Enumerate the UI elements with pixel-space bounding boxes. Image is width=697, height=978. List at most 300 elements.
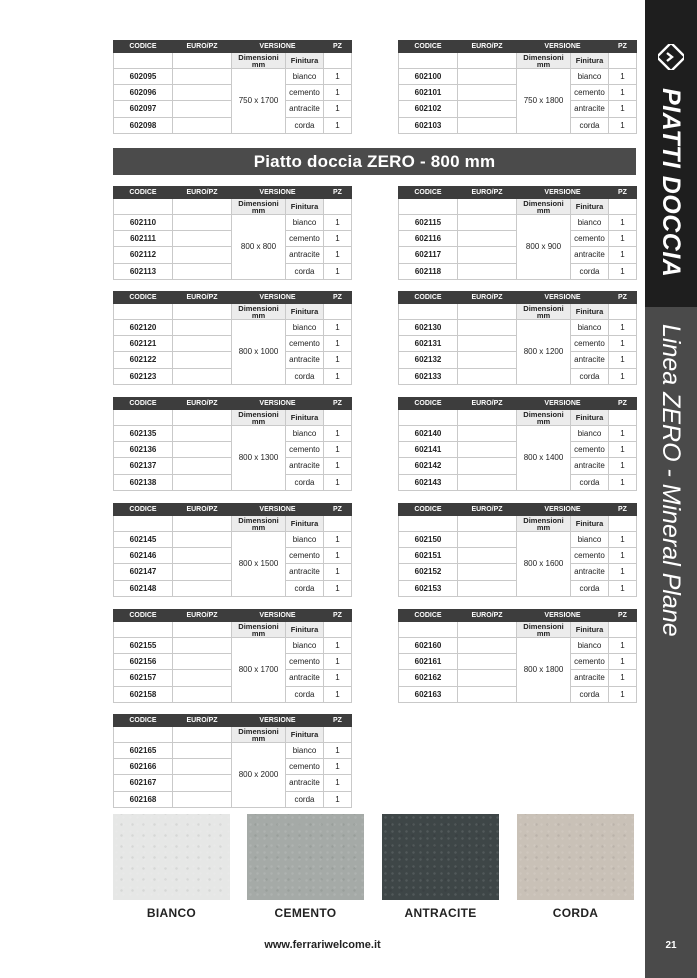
- price-cell: [458, 117, 517, 133]
- price-cell: [458, 532, 517, 548]
- table-row: [114, 69, 352, 85]
- product-code: 602145: [114, 532, 173, 548]
- product-code: 602100: [399, 69, 458, 85]
- subheader-blank: [609, 304, 637, 320]
- header-version: VERSIONE: [517, 398, 609, 410]
- qty-cell: 1: [324, 638, 352, 654]
- price-cell: [458, 320, 517, 336]
- sidebar-subtitle: Linea ZERO - Mineral Plane: [657, 324, 685, 637]
- finish-cell: cemento: [571, 442, 609, 458]
- header-qty: PZ: [609, 41, 637, 53]
- qty-cell: 1: [324, 654, 352, 670]
- header-version: VERSIONE: [232, 715, 324, 727]
- price-cell: [173, 775, 232, 791]
- finish-cell: corda: [571, 474, 609, 490]
- price-cell: [173, 85, 232, 101]
- swatch-label: ANTRACITE: [404, 906, 477, 920]
- header-version: VERSIONE: [517, 41, 609, 53]
- product-table: [398, 186, 637, 280]
- finish-cell: bianco: [571, 215, 609, 231]
- price-cell: [458, 442, 517, 458]
- product-code: 602120: [114, 320, 173, 336]
- qty-cell: 1: [324, 426, 352, 442]
- table-subheader-row: [399, 622, 637, 638]
- subheader-blank: [173, 304, 232, 320]
- finish-cell: antracite: [571, 670, 609, 686]
- finish-cell: corda: [286, 474, 324, 490]
- finish-cell: cemento: [571, 231, 609, 247]
- subheader-blank: [173, 410, 232, 426]
- subheader-finish: Finitura: [286, 727, 324, 743]
- product-code: 602165: [114, 743, 173, 759]
- header-version: VERSIONE: [232, 504, 324, 516]
- table-row: [114, 743, 352, 759]
- finish-cell: cemento: [571, 85, 609, 101]
- product-code: 602132: [399, 352, 458, 368]
- table-header-row: [114, 187, 352, 199]
- finish-cell: bianco: [571, 532, 609, 548]
- price-cell: [458, 638, 517, 654]
- table-row: [114, 320, 352, 336]
- product-code: 602123: [114, 368, 173, 384]
- finish-cell: corda: [571, 263, 609, 279]
- subheader-blank: [399, 53, 458, 69]
- subheader-dimensions: Dimensioni mm: [232, 727, 286, 743]
- price-cell: [173, 458, 232, 474]
- finish-cell: antracite: [286, 352, 324, 368]
- price-cell: [173, 791, 232, 807]
- qty-cell: 1: [324, 336, 352, 352]
- dimension-cell: 800 x 1500: [232, 532, 286, 597]
- finish-cell: antracite: [286, 564, 324, 580]
- subheader-blank: [609, 410, 637, 426]
- swatch-bianco: [113, 814, 230, 900]
- finish-cell: bianco: [286, 320, 324, 336]
- subheader-finish: Finitura: [571, 304, 609, 320]
- finish-cell: bianco: [571, 638, 609, 654]
- header-code: CODICE: [114, 398, 173, 410]
- table-header-row: [399, 41, 637, 53]
- product-code: 602115: [399, 215, 458, 231]
- product-code: 602135: [114, 426, 173, 442]
- price-cell: [173, 548, 232, 564]
- qty-cell: 1: [609, 580, 637, 596]
- price-cell: [173, 474, 232, 490]
- subheader-blank: [324, 727, 352, 743]
- subheader-blank: [114, 53, 173, 69]
- header-price: EURO/PZ: [173, 398, 232, 410]
- product-code: 602147: [114, 564, 173, 580]
- qty-cell: 1: [324, 368, 352, 384]
- subheader-blank: [324, 622, 352, 638]
- header-code: CODICE: [114, 292, 173, 304]
- qty-cell: 1: [609, 532, 637, 548]
- price-cell: [173, 215, 232, 231]
- qty-cell: 1: [324, 458, 352, 474]
- product-code: 602137: [114, 458, 173, 474]
- header-qty: PZ: [324, 398, 352, 410]
- subheader-blank: [399, 199, 458, 215]
- qty-cell: 1: [324, 101, 352, 117]
- price-cell: [173, 759, 232, 775]
- price-cell: [458, 69, 517, 85]
- dimension-cell: 800 x 1800: [517, 638, 571, 703]
- subheader-blank: [173, 199, 232, 215]
- product-code: 602153: [399, 580, 458, 596]
- finish-cell: cemento: [286, 85, 324, 101]
- qty-cell: 1: [324, 743, 352, 759]
- subheader-blank: [458, 622, 517, 638]
- table-subheader-row: [114, 199, 352, 215]
- subheader-blank: [173, 516, 232, 532]
- qty-cell: 1: [324, 85, 352, 101]
- subheader-finish: Finitura: [286, 304, 324, 320]
- table-row: [399, 532, 637, 548]
- qty-cell: 1: [324, 117, 352, 133]
- finish-cell: bianco: [286, 532, 324, 548]
- header-price: EURO/PZ: [458, 292, 517, 304]
- product-table: [113, 186, 352, 280]
- finish-cell: corda: [286, 368, 324, 384]
- price-cell: [173, 320, 232, 336]
- qty-cell: 1: [324, 548, 352, 564]
- product-table: [398, 40, 637, 134]
- header-price: EURO/PZ: [173, 504, 232, 516]
- price-cell: [173, 336, 232, 352]
- subheader-blank: [399, 410, 458, 426]
- product-code: 602166: [114, 759, 173, 775]
- price-cell: [458, 458, 517, 474]
- table-row: [114, 638, 352, 654]
- price-cell: [173, 564, 232, 580]
- qty-cell: 1: [324, 759, 352, 775]
- qty-cell: 1: [609, 368, 637, 384]
- dimension-cell: 800 x 1600: [517, 532, 571, 597]
- product-code: 602122: [114, 352, 173, 368]
- price-cell: [173, 532, 232, 548]
- price-cell: [458, 215, 517, 231]
- subheader-blank: [399, 622, 458, 638]
- qty-cell: 1: [609, 686, 637, 702]
- price-cell: [173, 263, 232, 279]
- qty-cell: 1: [609, 215, 637, 231]
- product-code: 602167: [114, 775, 173, 791]
- product-table: [113, 397, 352, 491]
- price-cell: [173, 686, 232, 702]
- subheader-dimensions: Dimensioni mm: [517, 410, 571, 426]
- product-code: 602148: [114, 580, 173, 596]
- header-price: EURO/PZ: [173, 292, 232, 304]
- product-code: 602152: [399, 564, 458, 580]
- qty-cell: 1: [324, 564, 352, 580]
- product-code: 602102: [399, 101, 458, 117]
- product-code: 602131: [399, 336, 458, 352]
- qty-cell: 1: [324, 474, 352, 490]
- qty-cell: 1: [609, 442, 637, 458]
- qty-cell: 1: [609, 474, 637, 490]
- subheader-blank: [324, 410, 352, 426]
- price-cell: [458, 564, 517, 580]
- header-version: VERSIONE: [232, 610, 324, 622]
- sidebar-header-block: [645, 0, 697, 307]
- header-code: CODICE: [399, 504, 458, 516]
- header-code: CODICE: [114, 187, 173, 199]
- table-header-row: [114, 610, 352, 622]
- subheader-blank: [399, 304, 458, 320]
- header-qty: PZ: [324, 41, 352, 53]
- swatch-corda: [517, 814, 634, 900]
- dimension-cell: 800 x 1200: [517, 320, 571, 385]
- product-code: 602117: [399, 247, 458, 263]
- subheader-blank: [324, 516, 352, 532]
- subheader-dimensions: Dimensioni mm: [517, 516, 571, 532]
- header-qty: PZ: [324, 610, 352, 622]
- header-price: EURO/PZ: [458, 398, 517, 410]
- finish-cell: corda: [286, 580, 324, 596]
- product-table: [113, 503, 352, 597]
- finish-cell: corda: [286, 117, 324, 133]
- header-version: VERSIONE: [232, 292, 324, 304]
- dimension-cell: 800 x 800: [232, 215, 286, 280]
- subheader-finish: Finitura: [571, 53, 609, 69]
- finish-cell: cemento: [286, 548, 324, 564]
- page-number: 21: [665, 940, 677, 951]
- section-title: Piatto doccia ZERO - 800 mm: [113, 148, 636, 175]
- table-header-row: [399, 187, 637, 199]
- product-code: 602113: [114, 263, 173, 279]
- price-cell: [458, 336, 517, 352]
- product-code: 602146: [114, 548, 173, 564]
- website-link[interactable]: www.ferrariwelcome.it: [264, 939, 381, 951]
- subheader-dimensions: Dimensioni mm: [232, 516, 286, 532]
- finish-cell: corda: [571, 580, 609, 596]
- table-subheader-row: [399, 53, 637, 69]
- product-code: 602101: [399, 85, 458, 101]
- subheader-blank: [114, 622, 173, 638]
- product-table: [398, 609, 637, 703]
- header-version: VERSIONE: [517, 187, 609, 199]
- subheader-blank: [458, 304, 517, 320]
- qty-cell: 1: [609, 320, 637, 336]
- finish-cell: bianco: [286, 426, 324, 442]
- price-cell: [173, 426, 232, 442]
- finish-cell: corda: [571, 117, 609, 133]
- dimension-cell: 800 x 2000: [232, 743, 286, 808]
- table-subheader-row: [114, 727, 352, 743]
- qty-cell: 1: [324, 670, 352, 686]
- subheader-blank: [609, 516, 637, 532]
- header-version: VERSIONE: [517, 292, 609, 304]
- price-cell: [458, 352, 517, 368]
- qty-cell: 1: [324, 320, 352, 336]
- price-cell: [173, 69, 232, 85]
- subheader-blank: [609, 622, 637, 638]
- sidebar-title: PIATTI DOCCIA: [657, 88, 685, 278]
- table-row: [114, 426, 352, 442]
- table-subheader-row: [399, 199, 637, 215]
- product-code: 602163: [399, 686, 458, 702]
- table-header-row: [399, 610, 637, 622]
- finish-cell: corda: [286, 791, 324, 807]
- header-price: EURO/PZ: [458, 187, 517, 199]
- swatch-label: BIANCO: [146, 906, 197, 920]
- product-code: 602151: [399, 548, 458, 564]
- product-code: 602150: [399, 532, 458, 548]
- table-subheader-row: [114, 516, 352, 532]
- subheader-dimensions: Dimensioni mm: [232, 53, 286, 69]
- price-cell: [458, 231, 517, 247]
- finish-cell: cemento: [286, 442, 324, 458]
- header-qty: PZ: [324, 504, 352, 516]
- price-cell: [173, 231, 232, 247]
- sidebar: [645, 0, 697, 978]
- header-price: EURO/PZ: [458, 610, 517, 622]
- product-code: 602140: [399, 426, 458, 442]
- table-subheader-row: [114, 304, 352, 320]
- finish-cell: cemento: [571, 654, 609, 670]
- subheader-finish: Finitura: [571, 622, 609, 638]
- subheader-finish: Finitura: [286, 53, 324, 69]
- swatch-label: CEMENTO: [274, 906, 337, 920]
- header-qty: PZ: [609, 610, 637, 622]
- header-price: EURO/PZ: [458, 41, 517, 53]
- product-code: 602138: [114, 474, 173, 490]
- price-cell: [458, 85, 517, 101]
- header-version: VERSIONE: [517, 610, 609, 622]
- price-cell: [458, 101, 517, 117]
- subheader-finish: Finitura: [286, 410, 324, 426]
- product-code: 602111: [114, 231, 173, 247]
- dimension-cell: 800 x 1000: [232, 320, 286, 385]
- dimension-cell: 800 x 1700: [232, 638, 286, 703]
- product-table: [113, 40, 352, 134]
- header-price: EURO/PZ: [173, 41, 232, 53]
- subheader-finish: Finitura: [286, 199, 324, 215]
- product-table: [113, 714, 352, 808]
- header-code: CODICE: [399, 398, 458, 410]
- product-code: 602136: [114, 442, 173, 458]
- product-code: 602162: [399, 670, 458, 686]
- price-cell: [458, 368, 517, 384]
- header-qty: PZ: [324, 187, 352, 199]
- subheader-blank: [324, 304, 352, 320]
- product-code: 602155: [114, 638, 173, 654]
- qty-cell: 1: [609, 564, 637, 580]
- product-code: 602156: [114, 654, 173, 670]
- product-code: 602116: [399, 231, 458, 247]
- dimension-cell: 750 x 1800: [517, 69, 571, 134]
- dimension-cell: 800 x 1400: [517, 426, 571, 491]
- table-row: [114, 532, 352, 548]
- product-code: 602168: [114, 791, 173, 807]
- finish-cell: cemento: [571, 336, 609, 352]
- subheader-blank: [114, 516, 173, 532]
- table-subheader-row: [114, 53, 352, 69]
- table-subheader-row: [399, 304, 637, 320]
- qty-cell: 1: [609, 231, 637, 247]
- table-row: [399, 426, 637, 442]
- header-code: CODICE: [399, 41, 458, 53]
- table-header-row: [399, 292, 637, 304]
- swatch-antracite: [382, 814, 499, 900]
- qty-cell: 1: [324, 263, 352, 279]
- header-code: CODICE: [114, 610, 173, 622]
- subheader-blank: [399, 516, 458, 532]
- qty-cell: 1: [609, 263, 637, 279]
- product-code: 602133: [399, 368, 458, 384]
- qty-cell: 1: [324, 247, 352, 263]
- finish-cell: cemento: [571, 548, 609, 564]
- header-version: VERSIONE: [517, 504, 609, 516]
- table-subheader-row: [114, 410, 352, 426]
- qty-cell: 1: [324, 686, 352, 702]
- finish-cell: antracite: [571, 101, 609, 117]
- table-header-row: [114, 504, 352, 516]
- finish-cell: antracite: [286, 101, 324, 117]
- price-cell: [173, 352, 232, 368]
- price-cell: [458, 263, 517, 279]
- product-code: 602118: [399, 263, 458, 279]
- price-cell: [458, 247, 517, 263]
- table-row: [399, 69, 637, 85]
- finish-cell: bianco: [286, 215, 324, 231]
- header-qty: PZ: [324, 715, 352, 727]
- product-code: 602160: [399, 638, 458, 654]
- product-table: [398, 503, 637, 597]
- price-cell: [173, 368, 232, 384]
- header-price: EURO/PZ: [173, 715, 232, 727]
- qty-cell: 1: [609, 336, 637, 352]
- product-code: 602121: [114, 336, 173, 352]
- header-qty: PZ: [609, 398, 637, 410]
- subheader-blank: [458, 516, 517, 532]
- price-cell: [173, 442, 232, 458]
- finish-cell: bianco: [571, 69, 609, 85]
- finish-cell: cemento: [286, 654, 324, 670]
- subheader-blank: [458, 53, 517, 69]
- subheader-finish: Finitura: [571, 410, 609, 426]
- finish-cell: corda: [571, 368, 609, 384]
- qty-cell: 1: [609, 426, 637, 442]
- price-cell: [458, 426, 517, 442]
- table-subheader-row: [399, 410, 637, 426]
- header-qty: PZ: [609, 187, 637, 199]
- header-code: CODICE: [399, 187, 458, 199]
- product-table: [113, 609, 352, 703]
- qty-cell: 1: [609, 352, 637, 368]
- brand-logo-icon: [658, 44, 684, 70]
- subheader-blank: [114, 727, 173, 743]
- header-price: EURO/PZ: [173, 187, 232, 199]
- subheader-dimensions: Dimensioni mm: [517, 304, 571, 320]
- swatch-label: CORDA: [552, 906, 599, 920]
- qty-cell: 1: [324, 69, 352, 85]
- finish-cell: corda: [286, 263, 324, 279]
- qty-cell: 1: [324, 791, 352, 807]
- finish-cell: antracite: [571, 564, 609, 580]
- header-code: CODICE: [114, 41, 173, 53]
- subheader-blank: [173, 53, 232, 69]
- price-cell: [173, 101, 232, 117]
- price-cell: [173, 580, 232, 596]
- price-cell: [173, 117, 232, 133]
- header-version: VERSIONE: [232, 187, 324, 199]
- product-code: 602158: [114, 686, 173, 702]
- header-qty: PZ: [609, 292, 637, 304]
- finish-cell: cemento: [286, 336, 324, 352]
- table-subheader-row: [114, 622, 352, 638]
- qty-cell: 1: [324, 231, 352, 247]
